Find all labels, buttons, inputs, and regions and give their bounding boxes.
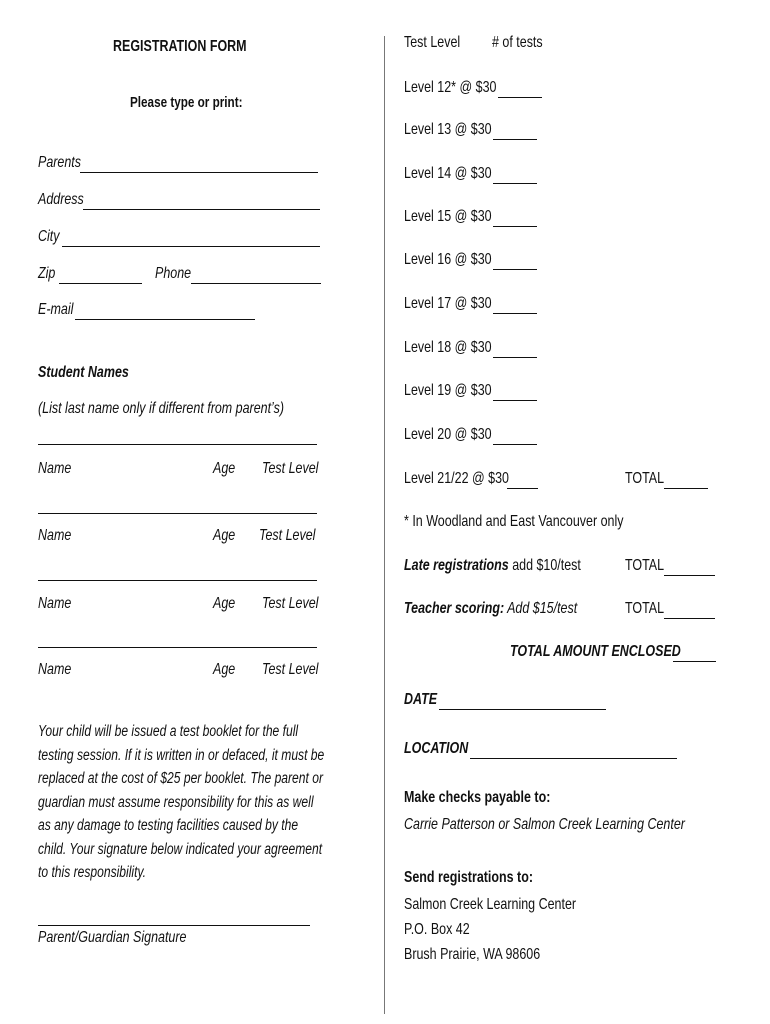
- levels-total-label: TOTAL: [625, 470, 665, 487]
- total-enclosed-field[interactable]: [673, 661, 716, 662]
- level-21-22-label: Level 21/22 @ $30: [404, 470, 509, 487]
- form-subtitle: Please type or print:: [130, 94, 243, 111]
- late-registrations: [404, 557, 631, 575]
- late-registrations-label: Late registrations: [404, 557, 509, 574]
- teacher-scoring-label: Teacher scoring:: [404, 600, 505, 617]
- footnote: * In Woodland and East Vancouver only: [404, 513, 624, 530]
- level-14-label: Level 14 @ $30: [404, 165, 492, 182]
- levels-total-field[interactable]: [664, 488, 708, 489]
- address-label: Address: [38, 191, 84, 208]
- address-field[interactable]: [83, 209, 320, 210]
- student-row-4-name: Name: [38, 661, 72, 678]
- student-line-1[interactable]: [38, 444, 317, 445]
- level-15-count[interactable]: [493, 226, 537, 227]
- level-18-label: Level 18 @ $30: [404, 339, 492, 356]
- zip-field[interactable]: [59, 283, 142, 284]
- level-19-count[interactable]: [493, 400, 537, 401]
- parents-label: Parents: [38, 154, 82, 171]
- level-19-label: Level 19 @ $30: [404, 382, 492, 399]
- student-row-1-age: Age: [213, 460, 236, 477]
- address-line-3: Brush Prairie, WA 98606: [404, 946, 541, 963]
- student-row-3-name: Name: [38, 595, 72, 612]
- student-row-2-age: Age: [213, 527, 236, 544]
- responsibility-paragraph: Your child will be issued a test booklet for the full testing session. If it is written in or defaced, it must be replaced at the cost of $25 per booklet. The parent or guardian must assume responsibility for this as well as any damage to testing facilities caused by the child. Your signature below indicated your agreement to this responsibility.: [38, 723, 325, 881]
- phone-field[interactable]: [191, 283, 321, 284]
- student-row-3-level: Test Level: [262, 595, 319, 612]
- send-heading: Send registrations to:: [404, 869, 533, 886]
- date-label: DATE: [404, 691, 438, 708]
- student-row-2-level: Test Level: [259, 527, 316, 544]
- student-row-1-name: Name: [38, 460, 72, 477]
- teacher-scoring-fee: Add $15/test: [504, 600, 578, 617]
- level-16-label: Level 16 @ $30: [404, 251, 492, 268]
- level-16-count[interactable]: [493, 269, 537, 270]
- email-field[interactable]: [75, 319, 255, 320]
- student-line-3[interactable]: [38, 580, 317, 581]
- level-17-count[interactable]: [493, 313, 537, 314]
- level-18-count[interactable]: [493, 357, 537, 358]
- level-20-label: Level 20 @ $30: [404, 426, 492, 443]
- address-line-2: P.O. Box 42: [404, 921, 470, 938]
- late-registrations-fee: add $10/test: [508, 557, 581, 574]
- level-13-count[interactable]: [493, 139, 537, 140]
- student-row-4-age: Age: [213, 661, 236, 678]
- level-13-label: Level 13 @ $30: [404, 121, 492, 138]
- student-names-note: (List last name only if different from parent’s): [38, 400, 285, 417]
- city-field[interactable]: [62, 246, 320, 247]
- checks-heading: Make checks payable to:: [404, 789, 551, 806]
- form-title: REGISTRATION FORM: [113, 38, 247, 55]
- student-row-3-age: Age: [213, 595, 236, 612]
- signature-label: Parent/Guardian Signature: [38, 929, 187, 946]
- phone-label: Phone: [155, 265, 192, 282]
- student-line-2[interactable]: [38, 513, 317, 514]
- student-row-2-name: Name: [38, 527, 72, 544]
- level-15-label: Level 15 @ $30: [404, 208, 492, 225]
- column-divider: [384, 36, 385, 1014]
- date-field[interactable]: [439, 709, 606, 710]
- header-num-tests: # of tests: [492, 34, 543, 51]
- student-line-4[interactable]: [38, 647, 317, 648]
- late-total-label: TOTAL: [625, 557, 665, 574]
- level-20-count[interactable]: [493, 444, 537, 445]
- teacher-scoring: [404, 600, 626, 618]
- level-17-label: Level 17 @ $30: [404, 295, 492, 312]
- parents-field[interactable]: [80, 172, 318, 173]
- header-test-level: Test Level: [404, 34, 461, 51]
- location-label: LOCATION: [404, 740, 469, 757]
- level-12-label: Level 12* @ $30: [404, 79, 497, 96]
- checks-payee: Carrie Patterson or Salmon Creek Learning Center: [404, 816, 685, 833]
- teacher-total-label: TOTAL: [625, 600, 665, 617]
- level-12-count[interactable]: [498, 97, 542, 98]
- total-enclosed-label: TOTAL AMOUNT ENCLOSED: [510, 643, 681, 660]
- location-field[interactable]: [470, 758, 677, 759]
- late-total-field[interactable]: [664, 575, 715, 576]
- student-row-1-level: Test Level: [262, 460, 319, 477]
- student-row-4-level: Test Level: [262, 661, 319, 678]
- zip-label: Zip: [38, 265, 56, 282]
- signature-field[interactable]: [38, 925, 310, 926]
- email-label: E-mail: [38, 301, 74, 318]
- student-names-heading: Student Names: [38, 364, 129, 381]
- level-14-count[interactable]: [493, 183, 537, 184]
- city-label: City: [38, 228, 60, 245]
- address-line-1: Salmon Creek Learning Center: [404, 896, 577, 913]
- level-21-22-count[interactable]: [507, 488, 538, 489]
- teacher-total-field[interactable]: [664, 618, 715, 619]
